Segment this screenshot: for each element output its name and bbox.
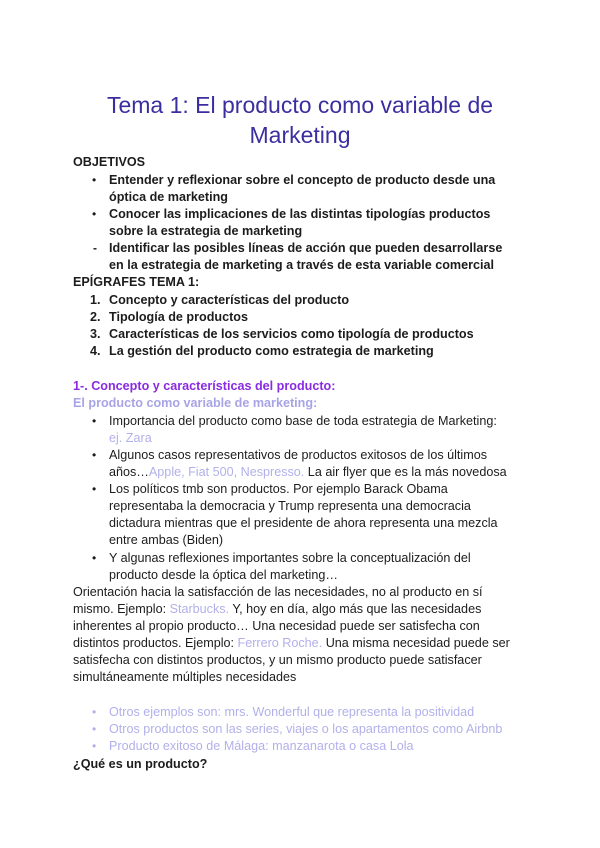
bullet-marker: • bbox=[92, 448, 97, 462]
bullet-2-line-1: Algunos casos representativos de productos exitosos de los últimos bbox=[109, 448, 488, 462]
bullet-3-line-3: dictadura mientras que el presidente de ahora representa una mezcla bbox=[109, 516, 498, 530]
bullet-1-example: ej. Zara bbox=[109, 431, 152, 445]
bullet-marker: • bbox=[92, 705, 97, 719]
paragraph-example-ferrero: Ferrero Roche. bbox=[237, 636, 323, 650]
objetivo-1-line-2: óptica de marketing bbox=[109, 190, 228, 204]
section-subheading: El producto como variable de marketing: bbox=[73, 396, 318, 410]
bullet-1-line-1: Importancia del producto como base de toda estrategia de Marketing: bbox=[109, 414, 497, 428]
bullet-2-pre: años… bbox=[109, 465, 149, 479]
bullet-3-line-4: entre ambas (Biden) bbox=[109, 533, 224, 547]
paragraph-line-6: simultáneamente múltiples necesidades bbox=[73, 670, 297, 684]
epigrafe-1: Concepto y características del producto bbox=[109, 293, 350, 307]
epigrafe-2: Tipología de productos bbox=[109, 310, 248, 324]
paragraph-line-3: inherentes al propio producto… Una necesidad puede ser satisfecha con bbox=[73, 619, 480, 633]
bullet-3-line-1: Los políticos tmb son productos. Por ejemplo Barack Obama bbox=[109, 482, 448, 496]
extra-bullet-1: Otros ejemplos son: mrs. Wonderful que representa la positividad bbox=[109, 705, 475, 719]
bullet-4-line-1: Y algunas reflexiones importantes sobre la conceptualización del bbox=[109, 551, 471, 565]
paragraph-line-4 bbox=[73, 635, 510, 652]
bullet-marker: • bbox=[92, 551, 97, 565]
extra-bullet-3: Producto exitoso de Málaga: manzanarota o casa Lola bbox=[109, 739, 414, 753]
bullet-marker: • bbox=[92, 207, 97, 221]
objetivo-3-line-2: en la estrategia de marketing a través de esta variable comercial bbox=[109, 258, 495, 272]
title-line-1: Tema 1: El producto como variable de bbox=[106, 92, 494, 118]
dash-marker: - bbox=[93, 241, 97, 255]
title-line-2: Marketing bbox=[249, 122, 351, 148]
bullet-marker: • bbox=[92, 739, 97, 753]
paragraph-line-2 bbox=[73, 601, 481, 618]
objetivo-2-line-1: Conocer las implicaciones de las distintas tipologías productos bbox=[109, 207, 491, 221]
paragraph-example-starbucks: Starbucks. bbox=[169, 602, 230, 616]
paragraph-2-pre: mismo. Ejemplo: bbox=[73, 602, 170, 616]
bullet-2-examples: Apple, Fiat 500, Nespresso. bbox=[148, 465, 305, 479]
epigrafe-number: 4. bbox=[90, 344, 101, 358]
bullet-2-line-2 bbox=[109, 464, 507, 481]
bullet-3-line-2: representaba la democracia y Trump representa una democracia bbox=[109, 499, 471, 513]
question-heading: ¿Qué es un producto? bbox=[73, 757, 208, 771]
paragraph-2-post: Y, hoy en día, algo más que las necesidades bbox=[229, 602, 482, 616]
epigrafe-3: Características de los servicios como tipología de productos bbox=[109, 327, 474, 341]
bullet-4-line-2: producto desde la óptica del marketing… bbox=[109, 568, 338, 582]
epigrafes-heading: EPÍGRAFES TEMA 1: bbox=[73, 275, 200, 289]
epigrafe-number: 1. bbox=[90, 293, 101, 307]
objetivo-3-line-1: Identificar las posibles líneas de acción que pueden desarrollarse bbox=[109, 241, 503, 255]
epigrafe-number: 2. bbox=[90, 310, 101, 324]
bullet-marker: • bbox=[92, 482, 97, 496]
bullet-marker: • bbox=[92, 722, 97, 736]
bullet-2-post: La air flyer que es la más novedosa bbox=[304, 465, 507, 479]
paragraph-4-post: Una misma necesidad puede ser bbox=[322, 636, 510, 650]
section-heading: 1-. Concepto y características del producto: bbox=[73, 379, 336, 393]
objetivos-heading: OBJETIVOS bbox=[73, 155, 146, 169]
extra-bullet-2: Otros productos son las series, viajes o los apartamentos como Airbnb bbox=[109, 722, 503, 736]
paragraph-line-5: satisfecha con distintos productos, y un mismo producto puede satisfacer bbox=[73, 653, 482, 667]
bullet-marker: • bbox=[92, 173, 97, 187]
paragraph-line-1: Orientación hacia la satisfacción de las necesidades, no al producto en sí bbox=[73, 585, 483, 599]
objetivo-1-line-1: Entender y reflexionar sobre el concepto de producto desde una bbox=[109, 173, 496, 187]
epigrafe-4: La gestión del producto como estrategia de marketing bbox=[109, 344, 434, 358]
epigrafe-number: 3. bbox=[90, 327, 101, 341]
paragraph-4-pre: distintos productos. Ejemplo: bbox=[73, 636, 238, 650]
page-title bbox=[0, 90, 600, 150]
objetivo-2-line-2: sobre la estrategia de marketing bbox=[109, 224, 303, 238]
bullet-marker: • bbox=[92, 414, 97, 428]
